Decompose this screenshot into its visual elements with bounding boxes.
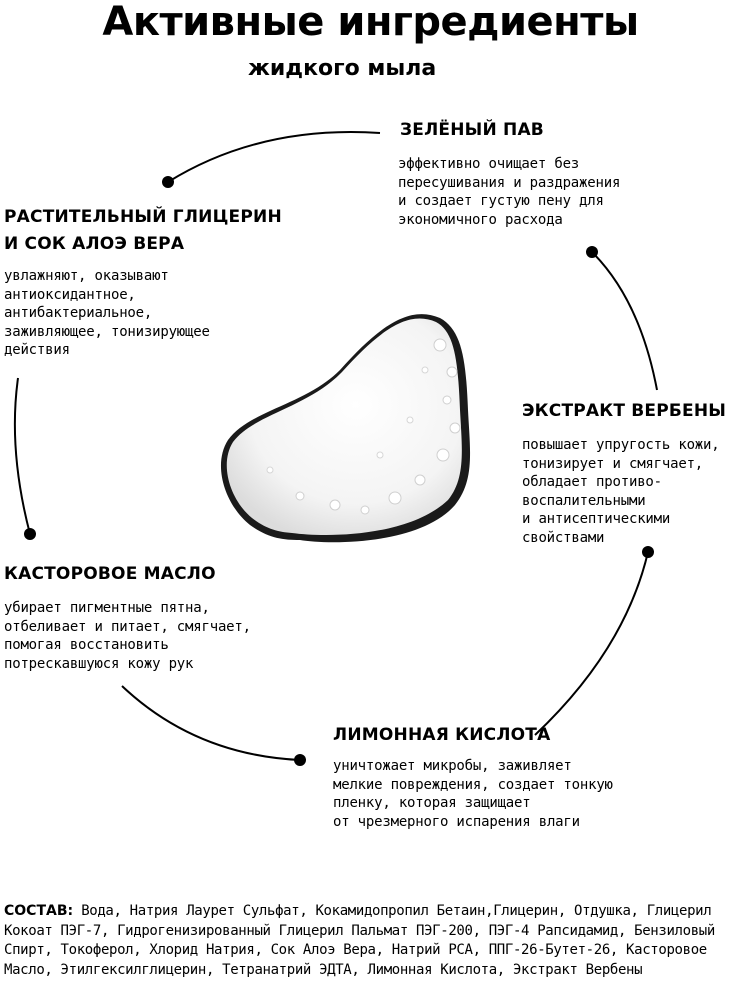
dot-left <box>24 528 36 540</box>
ingredient-description-surfactant: эффективно очищает без пересушивания и раздражения и создает густую пену для экономичного расхода <box>398 156 621 228</box>
arc-right-upper <box>592 252 657 390</box>
composition-text <box>4 902 738 980</box>
ingredient-heading-surfactant: ЗЕЛЁНЫЙ ПАВ <box>400 120 544 140</box>
ingredient-heading-verbena: ЭКСТРАКТ ВЕРБЕНЫ <box>522 401 727 421</box>
dot-bottom <box>294 754 306 766</box>
page-subtitle: жидкого мыла <box>248 56 437 81</box>
ingredient-description-glycerin-aloe: увлажняют, оказывают антиоксидантное, антибактериальное, заживляющее, тонизирующее действия <box>4 268 210 358</box>
ingredient-heading-citric-acid: ЛИМОННАЯ КИСЛОТА <box>333 725 551 745</box>
ingredient-description-verbena: повышает упругость кожи, тонизирует и смягчает, обладает противо- воспалительными и антисептическими свойствами <box>522 437 720 546</box>
composition-list: Вода, Натрия Лаурет Сульфат, Кокамидопропил Бетаин,Глицерин, Отдушка, Глицерил Кокоат ПЭГ-7, Гидрогенизированный Глицерил Пальмат ПЭГ-200, ПЭГ-4 Рапсидамид, Бензиловый Спирт, Токоферол, Хлорид Натрия, Сок Алоэ Вера, Натрий РСА, ППГ-26-Бутет-26, Касторовое Масло, Этилгексилглицерин, Тетранатрий ЭДТА, Лимонная Кислота, Экстракт Вербены <box>4 903 715 978</box>
arc-top <box>168 132 380 182</box>
page-title: Активные ингредиенты <box>102 0 639 45</box>
arc-bottom <box>122 686 300 760</box>
ingredient-heading-glycerin-aloe: РАСТИТЕЛЬНЫЙ ГЛИЦЕРИН И СОК АЛОЭ ВЕРА <box>4 207 282 254</box>
composition-label: СОСТАВ: <box>4 903 74 919</box>
arc-left <box>15 378 30 534</box>
ingredient-description-citric-acid: уничтожает микробы, заживляет мелкие повреждения, создает тонкую пленку, которая защищает от чрезмерного испарения влаги <box>333 758 613 830</box>
arc-right-lower <box>535 552 648 735</box>
ingredient-heading-castor-oil: КАСТОРОВОЕ МАСЛО <box>4 564 216 584</box>
dot-right-lower <box>642 546 654 558</box>
ingredient-description-castor-oil: убирает пигментные пятна, отбеливает и питает, смягчает, помогая восстановить потрескавшуюся кожу рук <box>4 600 251 672</box>
dot-right-upper <box>586 246 598 258</box>
dot-top <box>162 176 174 188</box>
soap-foam-image <box>221 314 470 542</box>
